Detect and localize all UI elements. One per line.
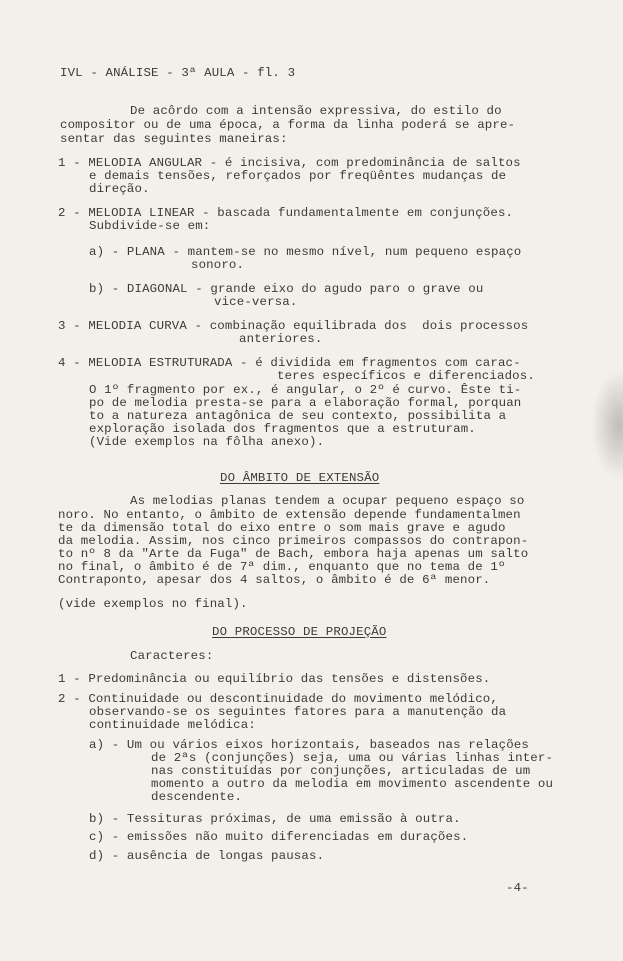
sub-item-line: a) - PLANA - mantem-se no mesmo nível, num pequeno espaço: [89, 245, 522, 259]
list-item-line: continuidade melódica:: [89, 718, 256, 732]
page-number: -4-: [506, 881, 529, 895]
sub-item-line: sonoro.: [191, 258, 245, 272]
ambito-note: (vide exemplos no final).: [58, 597, 248, 611]
paragraph-line: te da dimensão total do eixo entre o som mais grave e agudo: [58, 521, 506, 535]
projecao-sub-item-c: c) - emissões não muito diferenciadas em durações.: [89, 830, 469, 844]
paragraph-line: As melodias planas tendem a ocupar pequeno espaço so: [130, 494, 525, 508]
sub-item-line: a) - Um ou vários eixos horizontais, baseados nas relações: [89, 738, 529, 752]
list-item-line: to a natureza antagônica de seu contexto, possibilita a: [89, 409, 507, 423]
list-item-line: 3 - MELODIA CURVA - combinação equilibrada dos dois processos: [58, 319, 529, 333]
sub-item-line: nas constituídas por conjunções, articuladas de um: [151, 764, 531, 778]
section-heading-ambito: DO ÂMBITO DE EXTENSÃO: [220, 471, 380, 485]
list-item-line: 1 - MELODIA ANGULAR - é incisiva, com predominância de saltos: [58, 156, 521, 170]
caracteres-label: Caracteres:: [130, 649, 214, 663]
sub-item-line: b) - DIAGONAL - grande eixo do agudo paro o grave ou: [89, 282, 484, 296]
list-item-line: Subdivide-se em:: [89, 219, 211, 233]
list-item-line: direção.: [89, 182, 150, 196]
sub-item-line: momento a outro da melodia em movimento ascendente ou: [151, 777, 554, 791]
list-item-line: 2 - MELODIA LINEAR - bascada fundamentalmente em conjunções.: [58, 206, 514, 220]
list-item-line: e demais tensões, reforçados por freqüêntes mudanças de: [89, 169, 507, 183]
sub-item-line: de 2ªs (conjunções) seja, uma ou várias linhas inter-: [151, 751, 554, 765]
paper-stain: [591, 370, 623, 480]
list-item-line: (Vide exemplos na fôlha anexo).: [89, 435, 325, 449]
intro-line: compositor ou de uma época, a forma da linha poderá se apre-: [60, 118, 516, 132]
list-item-line: O 1º fragmento por ex., é angular, o 2º é curvo. Êste ti-: [89, 383, 522, 397]
paragraph-line: da melodia. Assim, nos cinco primeiros compassos do contrapon-: [58, 534, 529, 548]
page-header: IVL - ANÁLISE - 3ª AULA - fl. 3: [60, 66, 296, 80]
list-item-line: 2 - Continuidade ou descontinuidade do movimento melódico,: [58, 692, 498, 706]
projecao-item-1: 1 - Predominância ou equilíbrio das tensões e distensões.: [58, 672, 491, 686]
paragraph-line: no final, o âmbito é de 7ª dim., enquanto que no tema de 1º: [58, 560, 506, 574]
intro-line: sentar das seguintes maneiras:: [60, 132, 288, 146]
list-item-line: anteriores.: [239, 332, 323, 346]
paragraph-line: noro. No entanto, o âmbito de extensão depende fundamentalmen: [58, 508, 521, 522]
intro-line: De acôrdo com a intensão expressiva, do estilo do: [130, 104, 502, 118]
list-item-line: 4 - MELODIA ESTRUTURADA - é dividida em fragmentos com carac-: [58, 356, 521, 370]
list-item-line: po de melodia presta-se para a elaboração formal, porquan: [89, 396, 522, 410]
paragraph-line: Contraponto, apesar dos 4 saltos, o âmbito é de 6ª menor.: [58, 573, 491, 587]
sub-item-line: vice-versa.: [214, 295, 298, 309]
projecao-sub-item-d: d) - ausência de longas pausas.: [89, 849, 325, 863]
list-item-line: exploração isolada dos fragmentos que a estruturam.: [89, 422, 476, 436]
sub-item-line: descendente.: [151, 790, 243, 804]
projecao-sub-item-b: b) - Tessituras próximas, de uma emissão à outra.: [89, 812, 461, 826]
list-item-line: observando-se os seguintes fatores para a manutenção da: [89, 705, 507, 719]
section-heading-projecao: DO PROCESSO DE PROJEÇÃO: [212, 625, 387, 639]
list-item-line: teres específicos e diferenciados.: [277, 369, 535, 383]
paragraph-line: to nº 8 da "Arte da Fuga" de Bach, embora haja apenas um salto: [58, 547, 529, 561]
